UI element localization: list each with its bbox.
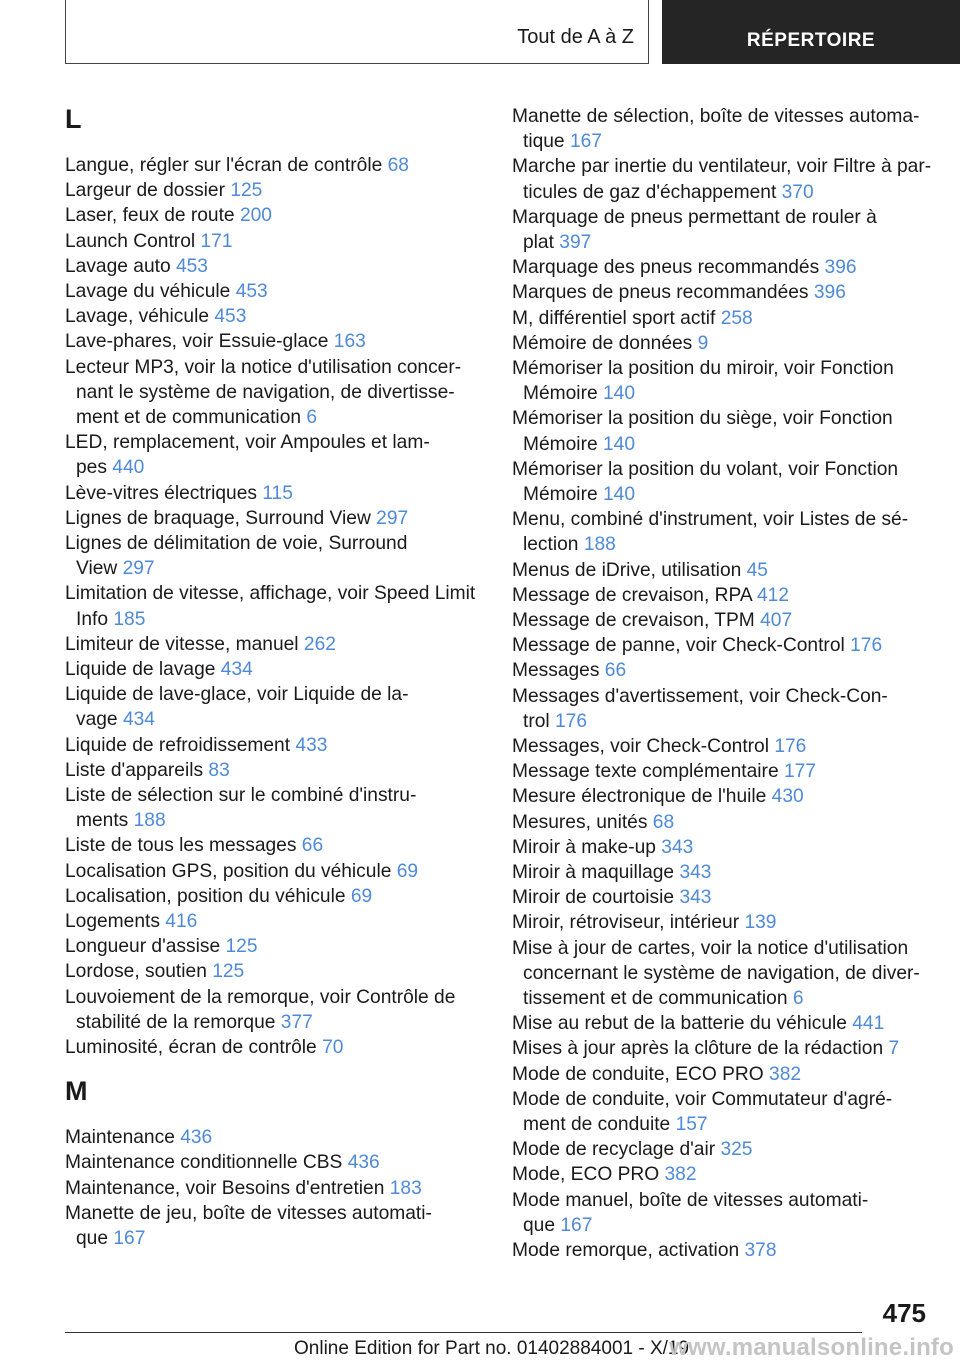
index-entry-text: Lave-phares, voir Essuie-glace (65, 331, 329, 353)
page-reference-link[interactable]: 188 (583, 534, 616, 556)
page-reference-link[interactable]: 176 (850, 635, 883, 657)
index-entry (512, 1062, 932, 1087)
index-entry (512, 1188, 932, 1238)
index-entry (512, 255, 932, 280)
page-reference-link[interactable]: 115 (262, 482, 293, 504)
index-entry (65, 279, 475, 304)
index-entry-text: tissement et de communication (523, 988, 788, 1009)
header-section-box (65, 0, 649, 64)
page-reference-link[interactable]: 453 (175, 255, 208, 277)
index-entry-text: Marquage de pneus permettant de rouler à (512, 206, 877, 228)
index-entry (65, 985, 475, 1035)
index-entry (512, 104, 932, 154)
index-entry (65, 203, 475, 228)
page-reference-link[interactable]: 185 (113, 608, 146, 630)
index-entry (65, 1150, 475, 1175)
section-letter: M (65, 1076, 88, 1107)
index-entry (65, 1035, 475, 1060)
page-reference-link[interactable]: 407 (760, 610, 793, 631)
index-entry (512, 885, 932, 910)
index-entry-text: Mode manuel, boîte de vitesses automati- (512, 1189, 869, 1211)
page-reference-link[interactable]: 416 (165, 911, 198, 932)
index-entry-text: Mémoire de données (512, 332, 693, 354)
page-reference-link[interactable]: 434 (122, 709, 155, 731)
index-entry (512, 583, 932, 608)
page-reference-link[interactable]: 140 (602, 383, 635, 405)
page-reference-link[interactable]: 441 (852, 1013, 885, 1035)
index-entry-text: Lavage auto (65, 255, 171, 277)
index-entry-text: tique (523, 131, 565, 153)
index-entry-text: Messages (512, 660, 600, 682)
index-entry (65, 934, 475, 959)
page-number: 475 (882, 1298, 926, 1328)
index-entry-text: stabilité de la remorque (76, 1011, 276, 1033)
index-entry (512, 860, 932, 885)
page-reference-link[interactable]: 45 (746, 559, 768, 581)
page-reference-link[interactable]: 125 (230, 180, 263, 202)
index-entry-text: Launch Control (65, 230, 196, 252)
index-entry (65, 304, 475, 329)
index-entry (512, 1087, 932, 1137)
index-entry-text: Mode, ECO PRO (512, 1164, 660, 1186)
page-reference-link[interactable]: 343 (679, 887, 712, 909)
index-entry-text: Manette de sélection, boîte de vitesses automa- (512, 106, 920, 127)
page-reference-link[interactable]: 7 (888, 1038, 900, 1060)
index-entry-text: Mémoriser la position du siège, voir Fonction (512, 408, 893, 430)
index-entry (65, 229, 475, 254)
page-reference-link[interactable]: 434 (220, 659, 253, 680)
index-entry-text: Maintenance conditionnelle CBS (65, 1152, 343, 1174)
index-entry-text: Message de crevaison, RPA (512, 584, 752, 606)
index-entry (512, 507, 932, 557)
index-entry (65, 833, 475, 858)
index-entry (65, 1201, 475, 1251)
page-reference-link[interactable]: 200 (239, 205, 272, 227)
index-entry (512, 457, 932, 507)
page-reference-link[interactable]: 378 (744, 1240, 777, 1261)
index-entry (65, 506, 475, 531)
page-reference-link[interactable]: 66 (301, 835, 324, 857)
header-section-title: Tout de A à Z (517, 26, 634, 48)
index-entry (65, 758, 475, 783)
index-entry-text: Longueur d'assise (65, 936, 221, 958)
index-entry-text: Luminosité, écran de contrôle (65, 1037, 317, 1058)
index-entry-text: Largeur de dossier (65, 180, 225, 202)
index-entry-text: Logements (65, 911, 160, 932)
index-entry (512, 1162, 932, 1187)
index-entry-text: Mémoire (523, 484, 598, 505)
index-entry (512, 784, 932, 809)
page-reference-link[interactable]: 139 (744, 912, 777, 934)
page-reference-link[interactable]: 325 (720, 1139, 753, 1161)
index-entry-text: Message de crevaison, TPM (512, 610, 755, 631)
page-reference-link[interactable]: 453 (235, 281, 268, 302)
index-entry-text: Lordose, soutien (65, 961, 207, 983)
page-reference-link[interactable]: 69 (350, 885, 373, 907)
index-entry (512, 608, 932, 633)
index-entry-text: Marques de pneus recommandées (512, 282, 809, 304)
index-entry-text: Liste de sélection sur le combiné d'instru- (65, 785, 417, 806)
page-reference-link[interactable]: 140 (602, 433, 635, 455)
index-entry-text: Liquide de lave-glace, voir Liquide de la- (65, 684, 409, 706)
index-entry (65, 632, 475, 657)
index-entry (512, 759, 932, 784)
page-reference-link[interactable]: 125 (225, 936, 258, 958)
page-reference-link[interactable]: 167 (560, 1214, 593, 1236)
page-reference-link[interactable]: 343 (679, 862, 712, 883)
index-entry-text: Liste d'appareils (65, 759, 204, 781)
index-entry-text: M, différentiel sport actif (512, 307, 716, 329)
section-letter: L (65, 104, 82, 134)
header-chapter-tab (662, 0, 960, 64)
header-chapter-title: RÉPERTOIRE (746, 30, 876, 51)
index-entry-text: ticules de gaz d'échappement (523, 181, 777, 203)
page-reference-link[interactable]: 177 (783, 761, 816, 783)
page-reference-link[interactable]: 397 (559, 232, 592, 253)
index-entry-text: Message texte complémentaire (512, 761, 779, 783)
index-entry-text: Limiteur de vitesse, manuel (65, 633, 299, 655)
index-entry-text: Miroir, rétroviseur, intérieur (512, 912, 740, 934)
page-reference-link[interactable]: 412 (756, 584, 789, 606)
page-reference-link[interactable]: 176 (774, 736, 807, 757)
index-entry-text: ment et de communication (76, 407, 302, 428)
page-reference-link[interactable]: 377 (280, 1011, 313, 1033)
index-entry-text: Liste de tous les messages (65, 835, 297, 857)
index-entry (512, 280, 932, 305)
index-entry-text: Mesure électronique de l'huile (512, 786, 767, 808)
page-reference-link[interactable]: 183 (389, 1177, 422, 1199)
index-entry (65, 481, 475, 506)
index-entry (512, 910, 932, 935)
index-entry-text: Louvoiement de la remorque, voir Contrôle de (65, 986, 456, 1008)
index-entry (65, 682, 475, 732)
page-reference-link[interactable]: 453 (214, 306, 247, 328)
page-reference-link[interactable]: 297 (376, 507, 409, 529)
index-entry-text: Lignes de braquage, Surround View (65, 507, 371, 529)
page-reference-link[interactable]: 68 (387, 155, 409, 176)
index-entry-text: Miroir de courtoisie (512, 887, 675, 909)
index-entry-text: Menus de iDrive, utilisation (512, 559, 742, 581)
index-entry-text: que (523, 1214, 556, 1236)
index-entry-text: Messages d'avertissement, voir Check-Con- (512, 685, 888, 707)
index-entry-text: Marquage des pneus recommandés (512, 257, 820, 279)
index-entry (65, 1125, 475, 1150)
page-reference-link[interactable]: 343 (661, 836, 694, 858)
index-entry (512, 658, 932, 683)
index-entry-text: Lavage, véhicule (65, 306, 210, 328)
index-entry (65, 884, 475, 909)
page-reference-link[interactable]: 167 (569, 131, 602, 153)
index-entry-text: Miroir à maquillage (512, 862, 675, 883)
page-reference-link[interactable]: 188 (133, 810, 166, 832)
index-entry-text: lection (523, 534, 579, 556)
index-entry-text: Mises à jour après la clôture de la rédaction (512, 1038, 884, 1060)
index-entry (65, 1176, 475, 1201)
index-entry (65, 733, 475, 758)
index-entry-text: Mémoire (523, 433, 598, 455)
index-entry-text: ments (76, 810, 129, 832)
page-reference-link[interactable]: 6 (792, 988, 804, 1009)
index-entry-text: plat (523, 232, 554, 253)
index-entry (512, 684, 932, 734)
index-entry-text: Localisation, position du véhicule (65, 885, 346, 907)
index-entry (512, 633, 932, 658)
index-entry-text: Localisation GPS, position du véhicule (65, 860, 392, 882)
index-entry-text: Limitation de vitesse, affichage, voir Speed Limit (65, 583, 476, 605)
index-entry-text: que (76, 1228, 109, 1249)
index-entry-text: Liquide de refroidissement (65, 734, 291, 756)
index-entry (65, 657, 475, 682)
index-entry (512, 205, 932, 255)
index-entry-text: nant le système de navigation, de divertisse- (76, 381, 455, 403)
index-entry (65, 531, 475, 581)
index-entry-text: Mode de conduite, voir Commutateur d'agré- (512, 1088, 893, 1110)
index-entry (512, 406, 932, 456)
page-reference-link[interactable]: 382 (664, 1164, 697, 1186)
page-reference-link[interactable]: 163 (333, 331, 366, 353)
index-entry-text: LED, remplacement, voir Ampoules et lam- (65, 432, 430, 454)
index-entry-text: Mesures, unités (512, 811, 648, 833)
index-entry-text: Mode de conduite, ECO PRO (512, 1063, 764, 1085)
index-entry (512, 306, 932, 331)
index-entry-text: trol (523, 710, 550, 732)
page-reference-link[interactable]: 396 (824, 257, 857, 279)
index-entry (512, 1011, 932, 1036)
index-entry-text: Mise au rebut de la batterie du véhicule (512, 1013, 847, 1035)
page-reference-link[interactable]: 66 (604, 660, 627, 682)
index-entry (512, 558, 932, 583)
index-entry (65, 581, 475, 631)
page-reference-link[interactable]: 430 (771, 786, 804, 808)
index-entry-text: Mode remorque, activation (512, 1240, 740, 1261)
index-entry (65, 909, 475, 934)
watermark: www.manualsonline.info (669, 1334, 954, 1361)
index-entry-text: pes (76, 457, 107, 479)
index-entry-text: Laser, feux de route (65, 205, 235, 227)
index-entry (65, 178, 475, 203)
index-entry (65, 783, 475, 833)
index-entry-text: concernant le système de navigation, de diver- (523, 962, 920, 984)
index-entry-text: Liquide de lavage (65, 659, 216, 680)
index-entry-text: vage (76, 709, 118, 731)
page-reference-link[interactable]: 140 (602, 484, 635, 505)
page-reference-link[interactable]: 83 (208, 759, 230, 781)
index-entry-text: Info (76, 608, 109, 630)
index-entry-text: Messages, voir Check-Control (512, 736, 769, 757)
index-entry (512, 810, 932, 835)
page-reference-link[interactable]: 70 (322, 1037, 344, 1058)
page-reference-link[interactable]: 176 (555, 710, 588, 732)
page-reference-link[interactable]: 396 (813, 282, 846, 304)
page-reference-link[interactable]: 125 (212, 961, 245, 983)
page-reference-link[interactable]: 262 (303, 633, 336, 655)
index-entry (65, 959, 475, 984)
page-reference-link[interactable]: 68 (652, 811, 675, 833)
index-entry (512, 734, 932, 759)
index-entry (512, 835, 932, 860)
page-reference-link[interactable]: 258 (720, 307, 753, 329)
index-entry (65, 859, 475, 884)
index-entry-text: Menu, combiné d'instrument, voir Listes de sé- (512, 509, 909, 531)
index-entry-text: Mémoriser la position du volant, voir Fonction (512, 458, 899, 480)
footer-edition: Online Edition for Part no. 01402884001 - X/19 (294, 1338, 690, 1359)
page-reference-link[interactable]: 6 (306, 407, 318, 428)
footer-divider (65, 1332, 862, 1333)
page-reference-link[interactable]: 157 (675, 1114, 708, 1135)
index-entry (65, 329, 475, 354)
index-entry (65, 430, 475, 480)
index-entry (512, 356, 932, 406)
index-entry (65, 254, 475, 279)
page-reference-link[interactable]: 440 (112, 457, 145, 479)
index-entry (512, 1137, 932, 1162)
index-entry-text: Maintenance, voir Besoins d'entretien (65, 1177, 385, 1199)
index-entry-text: Manette de jeu, boîte de vitesses automati- (65, 1202, 432, 1224)
page-reference-link[interactable]: 69 (396, 860, 419, 882)
index-entry (65, 355, 475, 431)
index-entry-text: Mémoire (523, 383, 598, 405)
index-entry-text: Mise à jour de cartes, voir la notice d'utilisation (512, 937, 909, 959)
index-entry-text: ment de conduite (523, 1114, 671, 1135)
page-reference-link[interactable]: 436 (180, 1127, 213, 1149)
page-reference-link[interactable]: 167 (113, 1228, 146, 1249)
index-entry-text: Message de panne, voir Check-Control (512, 635, 845, 657)
index-entry-text: Marche par inertie du ventilateur, voir Filtre à par- (512, 156, 932, 178)
page-reference-link[interactable]: 171 (200, 230, 233, 252)
index-entry (512, 154, 932, 204)
index-entry-text: Lève-vitres électriques (65, 482, 257, 504)
index-entry (512, 331, 932, 356)
index-entry-text: Lavage du véhicule (65, 281, 231, 302)
index-entry (512, 936, 932, 1012)
index-entry-text: Langue, régler sur l'écran de contrôle (65, 155, 383, 176)
page-reference-link[interactable]: 297 (122, 558, 155, 580)
page-reference-link[interactable]: 382 (769, 1063, 802, 1085)
page-reference-link[interactable]: 436 (347, 1152, 380, 1174)
index-entry (65, 153, 475, 178)
index-entry-text: Lignes de délimitation de voie, Surround (65, 533, 408, 554)
index-entry-text: Maintenance (65, 1127, 175, 1149)
page-reference-link[interactable]: 370 (781, 181, 814, 203)
page-reference-link[interactable]: 9 (697, 332, 709, 354)
index-entry-text: Lecteur MP3, voir la notice d'utilisation concer- (65, 356, 462, 378)
index-entry-text: Miroir à make-up (512, 836, 656, 858)
page-reference-link[interactable]: 433 (295, 734, 328, 756)
index-entry (512, 1238, 932, 1263)
index-entry-text: Mode de recyclage d'air (512, 1139, 716, 1161)
index-entry-text: Mémoriser la position du miroir, voir Fonction (512, 358, 894, 379)
index-entry-text: View (76, 558, 118, 580)
index-entry (512, 1036, 932, 1061)
